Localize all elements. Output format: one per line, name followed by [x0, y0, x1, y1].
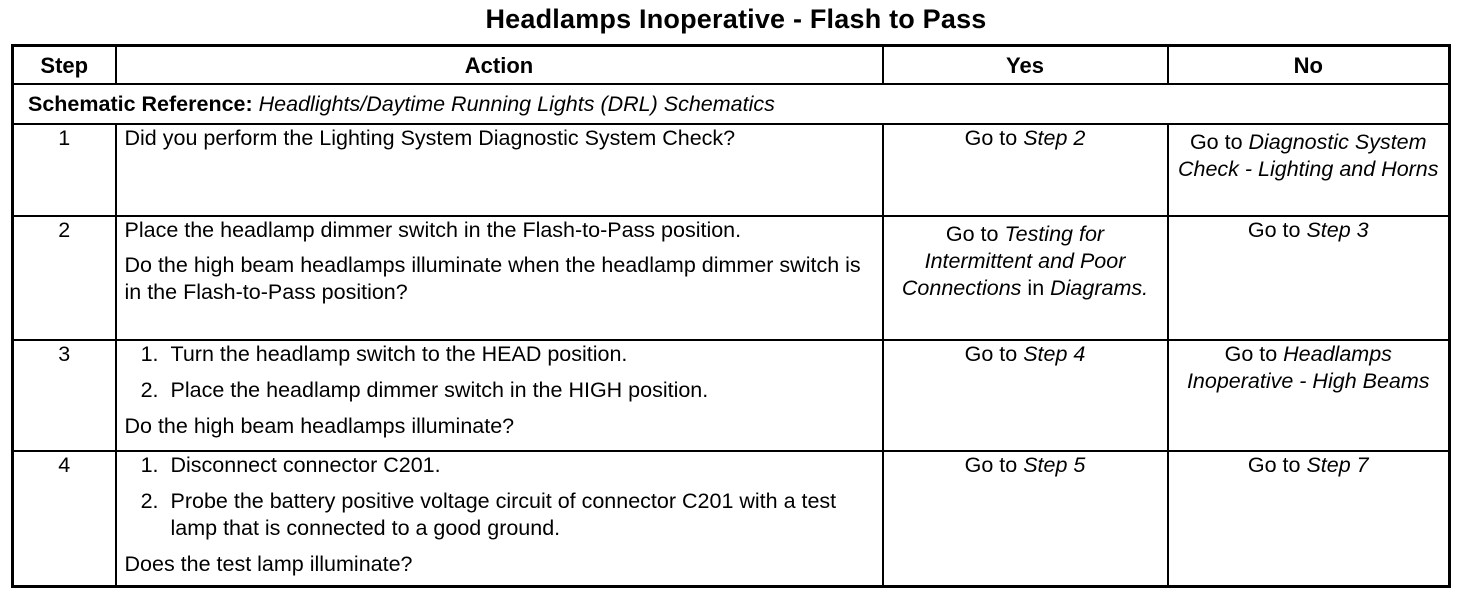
step-number: 4 [13, 451, 116, 587]
action-cell [116, 451, 883, 587]
no-prefix: Go to [1224, 342, 1284, 366]
no-prefix: Go to [1189, 130, 1249, 154]
header-step: Step [13, 46, 116, 85]
page-title: Headlamps Inoperative - Flash to Pass [485, 4, 987, 34]
header-yes: Yes [883, 46, 1168, 85]
no-cell [1168, 451, 1450, 587]
yes-mid: in [1021, 276, 1051, 300]
yes-cell [883, 451, 1168, 587]
action-cell [116, 216, 883, 340]
yes-target: Step 5 [1023, 453, 1086, 477]
action-question: Does the test lamp illuminate? [124, 552, 413, 576]
action-step-item: 1. Disconnect connector C201. [165, 452, 874, 479]
action-text: Place the headlamp dimmer switch in the Flash-to-Pass position. [124, 218, 742, 242]
header-action: Action [116, 46, 883, 85]
schematic-reference [13, 84, 1450, 124]
action-cell [116, 124, 883, 216]
yes-target: Step 2 [1023, 126, 1086, 150]
yes-target-2: Diagrams. [1050, 276, 1149, 300]
header-row [13, 46, 1450, 85]
table-row [13, 340, 1450, 451]
no-target: Headlamps Inoperative - High Beams [1186, 342, 1430, 393]
yes-cell [883, 124, 1168, 216]
no-cell [1168, 216, 1450, 340]
diagnostic-table [11, 44, 1451, 588]
no-target: Step 3 [1306, 218, 1369, 242]
action-question: Do the high beam headlamps illuminate when the headlamp dimmer switch is in the Flash-to-Pass position? [124, 253, 861, 304]
no-target: Diagnostic System Check - Lighting and Horns [1177, 130, 1439, 181]
step-number: 2 [13, 216, 116, 340]
no-target: Step 7 [1306, 453, 1369, 477]
yes-cell [883, 340, 1168, 451]
schematic-label: Schematic Reference: [28, 91, 253, 116]
action-steps [125, 452, 874, 542]
schematic-link: Headlights/Daytime Running Lights (DRL) Schematics [258, 91, 775, 116]
action-step-item: 2. Place the headlamp dimmer switch in the HIGH position. [165, 377, 874, 404]
yes-prefix: Go to [945, 222, 1005, 246]
yes-cell [883, 216, 1168, 340]
step-number: 1 [13, 124, 116, 216]
action-text: Did you perform the Lighting System Diagnostic System Check? [124, 126, 736, 150]
schematic-reference-row [13, 84, 1450, 124]
yes-target: Testing for Intermittent and Poor Connections [901, 222, 1126, 300]
table-row [13, 216, 1450, 340]
action-question: Do the high beam headlamps illuminate? [124, 414, 515, 438]
no-prefix: Go to [1247, 218, 1307, 242]
table-row [13, 124, 1450, 216]
header-no: No [1168, 46, 1450, 85]
table-row [13, 451, 1450, 587]
yes-prefix: Go to [964, 342, 1024, 366]
action-step-item: 2. Probe the battery positive voltage circuit of connector C201 with a test lamp that is connected to a good ground. [165, 488, 874, 542]
yes-prefix: Go to [964, 453, 1024, 477]
step-number: 3 [13, 340, 116, 451]
no-prefix: Go to [1247, 453, 1307, 477]
yes-target: Step 4 [1023, 342, 1086, 366]
no-cell [1168, 340, 1450, 451]
action-cell [116, 340, 883, 451]
action-step-item: 1. Turn the headlamp switch to the HEAD position. [165, 341, 874, 368]
action-steps [125, 341, 874, 404]
yes-prefix: Go to [964, 126, 1024, 150]
no-cell [1168, 124, 1450, 216]
